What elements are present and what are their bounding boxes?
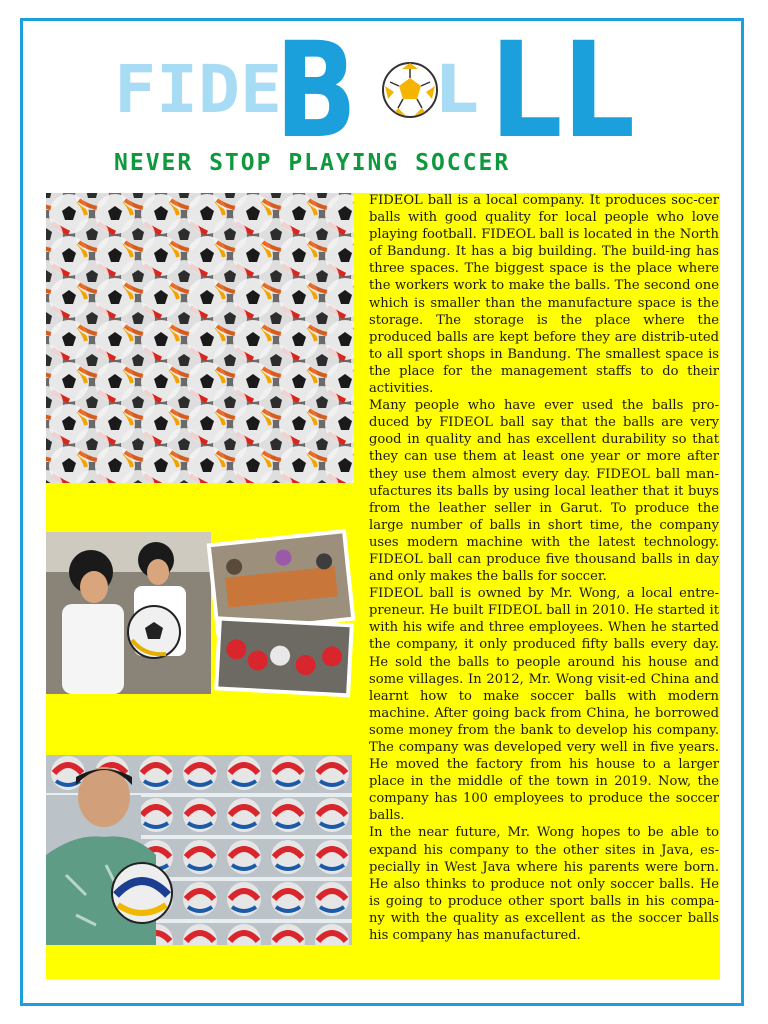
article-body <box>369 192 719 944</box>
logo-letter-b: B <box>275 14 357 168</box>
article-paragraph: In the near future, Mr. Wong hopes to be able to expand his company to the other sites in Java, es-pecially in West Java where his parents were born. He also thinks to produce not only soccer balls. He is going to produce other sport balls in his compa-ny with the quality as excellent as the soccer balls his company has manufactured. <box>369 825 719 944</box>
article-paragraph: FIDEOL ball is a local company. It produces soc-cer balls with good quality for local people who love playing football. FIDEOL ball is located in the North of Bandung. It has a big building. The build-ing has three spaces. The biggest space is the place where the workers work to make the balls. The second one which is smaller than the manufacture space is the storage. The storage is the place where the produced balls are kept before they are distrib-uted to all sport shops in Bandung. The smallest space is the place for the management staffs to do their activities. <box>369 193 719 397</box>
logo-text-fide: FIDE <box>114 51 282 128</box>
article-paragraph: FIDEOL ball is owned by Mr. Wong, a local entre-preneur. He built FIDEOL ball in 2010. He started it with his wife and three employees. When he started the company, it only produced fifty balls every day. He sold the balls to people around his house and some villages. In 2012, Mr. Wong visit-ed China and learnt how to make soccer balls with modern machine. After going back from China, he borrowed some money from the bank to develop his company. The company was developed very well in five years. He moved the factory from his house to a larger place in the middle of the town in 2019. Now, the company has 100 employees to produce the soccer balls. <box>369 586 719 824</box>
photo-soccer-balls-pile <box>46 193 354 483</box>
photo-workers-making-balls <box>46 532 352 694</box>
soccer-ball-icon <box>383 63 437 117</box>
svg-text:L: L <box>436 51 479 128</box>
photo-man-with-ball <box>46 755 352 945</box>
article-paragraph: Many people who have ever used the balls pro-duced by FIDEOL ball say that the balls are very good in quality and has excellent durability so that they can use them at least one year or more after they use them almost every day. FIDEOL ball man-ufactures its balls by using local leather that it buys from the leather seller in Garut. To produce the large number of balls in short time, the company uses modern machine with the latest technology. FIDEOL ball can produce five thousand balls in day and only makes the balls for soccer. <box>369 398 719 585</box>
logo-text-ll: LL <box>490 14 635 168</box>
tagline: NEVER STOP PLAYING SOCCER <box>114 150 511 176</box>
